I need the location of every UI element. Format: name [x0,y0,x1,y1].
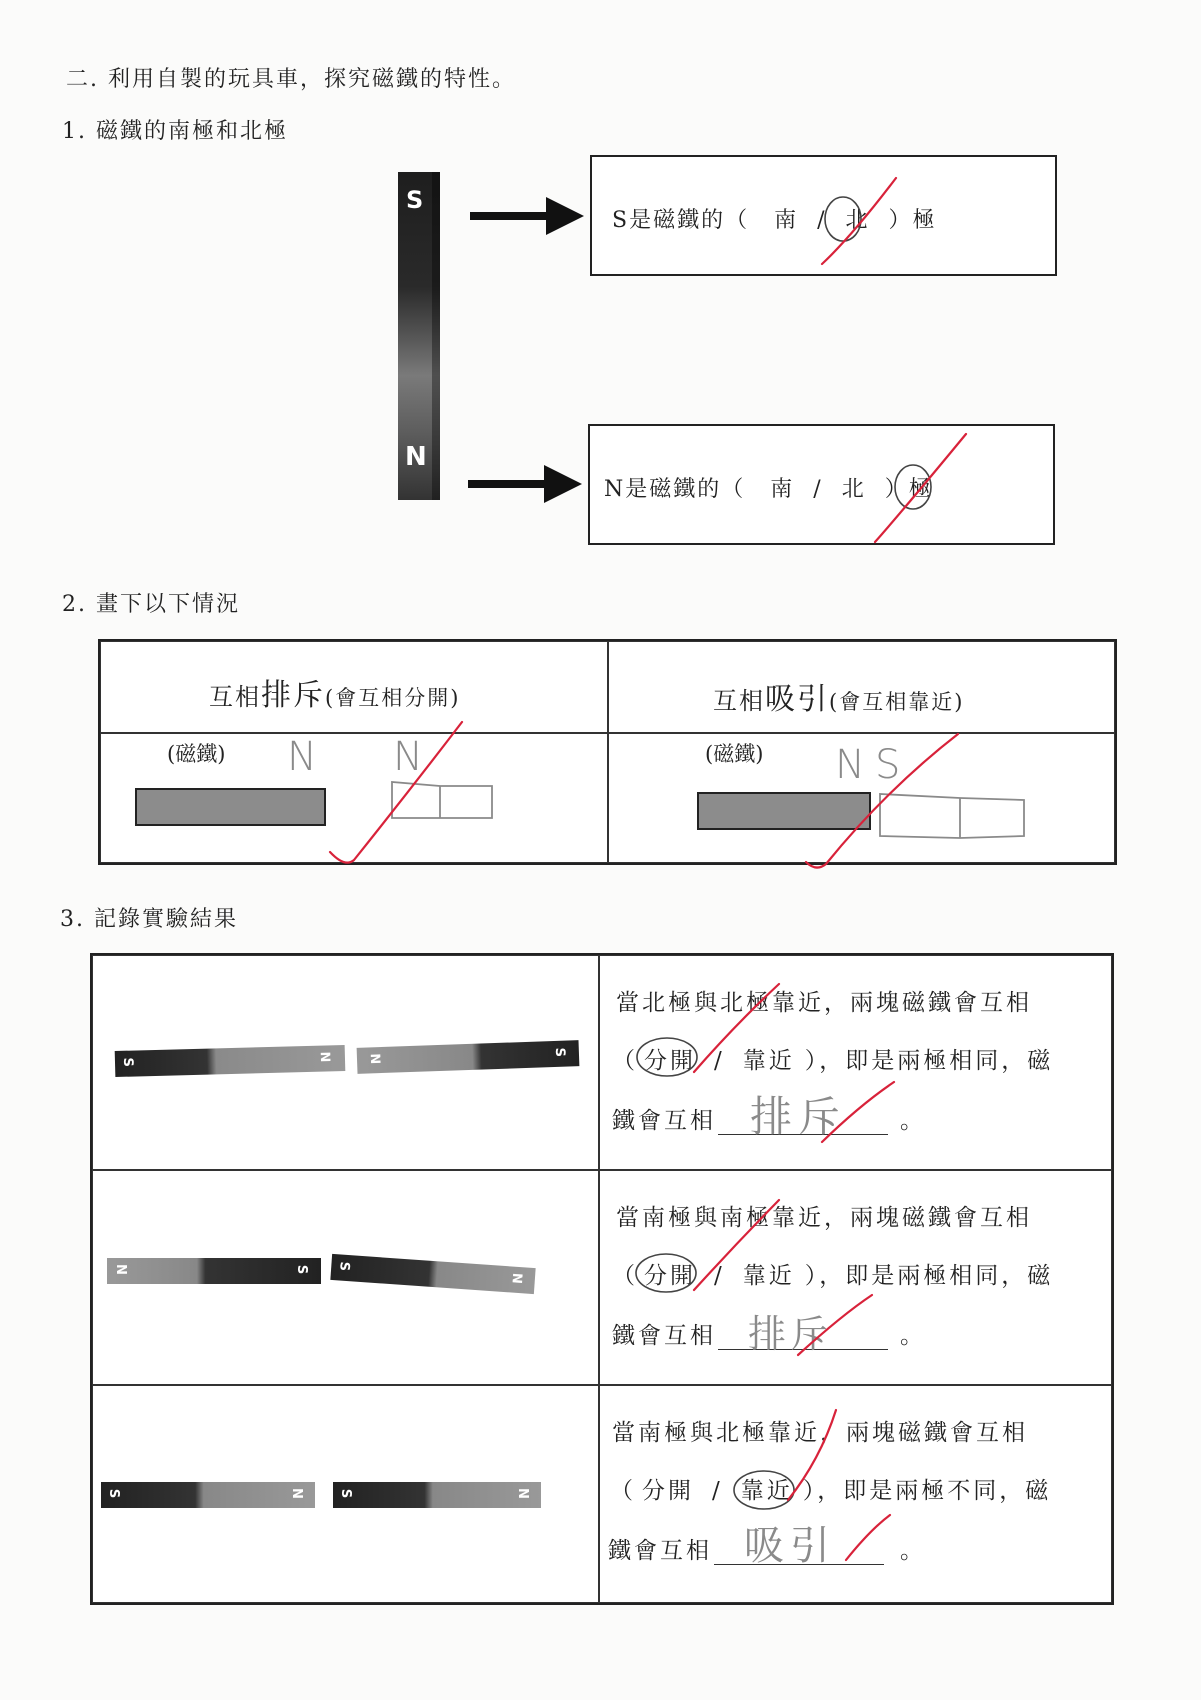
magnet-s-label: S [406,186,424,214]
attract-pre: 互相 [713,687,765,715]
attract-magnet-label: (磁鐵) [705,742,764,766]
row2-magnet-b: S N [330,1254,535,1294]
row1-handwritten-answer: 排斥 [750,1092,847,1141]
attract-keyword: 吸引 [765,682,829,717]
q3-title: 3. 記錄實驗結果 [60,907,238,932]
n-slash: / [813,477,823,502]
circle-row1-separate [637,1038,697,1076]
red-tick-marks [330,178,966,1560]
repel-pole-left: N [287,734,317,780]
q1-title: 1. 磁鐵的南極和北極 [62,119,288,144]
row1-magnet-a: S N [115,1045,346,1077]
row2-option-separate: 分開 [644,1263,696,1289]
row2-end: 。 [900,1323,926,1349]
s-option-south: 南 [774,208,799,233]
tick-row3-choice [788,1410,836,1500]
row1-magnet-b: N S [357,1040,580,1074]
n-option-north: 北 [841,477,866,502]
circle-row2-separate [636,1254,696,1292]
row3-end: 。 [900,1538,926,1564]
row3-handwritten-answer: 吸引 [744,1523,836,1569]
row3-magnet-a: S N [101,1482,315,1508]
tick-q1-n [875,434,966,542]
row2-line3: 鐵會互相 [612,1323,716,1349]
tick-q1-s [822,178,896,264]
row3-line1: 當南極與北極靠近，兩塊磁鐵會互相 [612,1420,1028,1446]
section-title: 二. 利用自製的玩具車，探究磁鐵的特性。 [66,67,516,92]
answer-circles [636,197,931,1509]
attract-pole-right: S [875,742,901,788]
tick-q2-attract [806,734,958,868]
s-slash: / [817,208,827,233]
q2-title: 2. 畫下以下情況 [62,592,240,617]
repel-pre: 互相 [209,683,261,711]
tick-q2-repel [330,722,462,863]
row2-magnet-a: N S [107,1258,321,1284]
tick-row2-choice [694,1200,779,1290]
magnet-n-label: N [405,442,427,472]
row1-option-separate: 分開 [644,1048,696,1074]
row2-option-approach: 靠近 [742,1263,795,1289]
row2-line2: （ 分開 / 靠近 ），即是兩極相同，磁 [612,1263,1054,1289]
s-option-north: 北 [845,208,870,233]
repel-note: (會互相分開) [325,686,461,710]
n-suffix: ）極 [884,477,933,502]
row1-line1: 當北極與北極靠近，兩塊磁鐵會互相 [616,990,1032,1016]
attract-drawn-magnet [880,794,1024,838]
row2-line1: 當南極與南極靠近，兩塊磁鐵會互相 [616,1205,1032,1231]
row1-end: 。 [900,1108,926,1134]
circle-row3-approach [734,1471,794,1509]
row3-line3: 鐵會互相 [608,1538,712,1564]
row1-line3: 鐵會互相 [612,1108,716,1134]
s-prefix: S是磁鐵的（ [612,208,750,233]
row3-option-separate: 分開 [642,1478,694,1504]
row3-magnet-b: S N [333,1482,541,1508]
tick-row1-choice [694,984,779,1072]
row3-line2: （ 分開 / 靠近 ），即是兩極不同，磁 [610,1478,1052,1504]
tick-row3-answer [846,1515,890,1560]
attract-pole-left: N [835,742,865,788]
row2-handwritten-answer: 排斥 [748,1312,833,1356]
attract-note: (會互相靠近) [829,690,965,714]
repel-keyword: 排斥 [261,678,325,713]
n-prefix: N是磁鐵的（ [604,477,746,502]
row1-option-approach: 靠近 [742,1048,795,1074]
row1-line2: （ 分開 / 靠近 ），即是兩極相同，磁 [612,1048,1054,1074]
tick-row1-answer [822,1082,894,1142]
n-option-south: 南 [770,477,795,502]
tick-row2-answer [798,1295,872,1355]
repel-pole-right: N [393,734,423,780]
circle-n-north [895,465,931,509]
row3-option-approach: 靠近 [740,1478,793,1504]
repel-drawn-magnet [392,782,492,818]
circle-s-south [825,197,861,241]
repel-magnet-label: (磁鐵) [167,742,226,766]
pencil-drawings [392,782,1024,838]
s-suffix: ）極 [888,208,937,233]
